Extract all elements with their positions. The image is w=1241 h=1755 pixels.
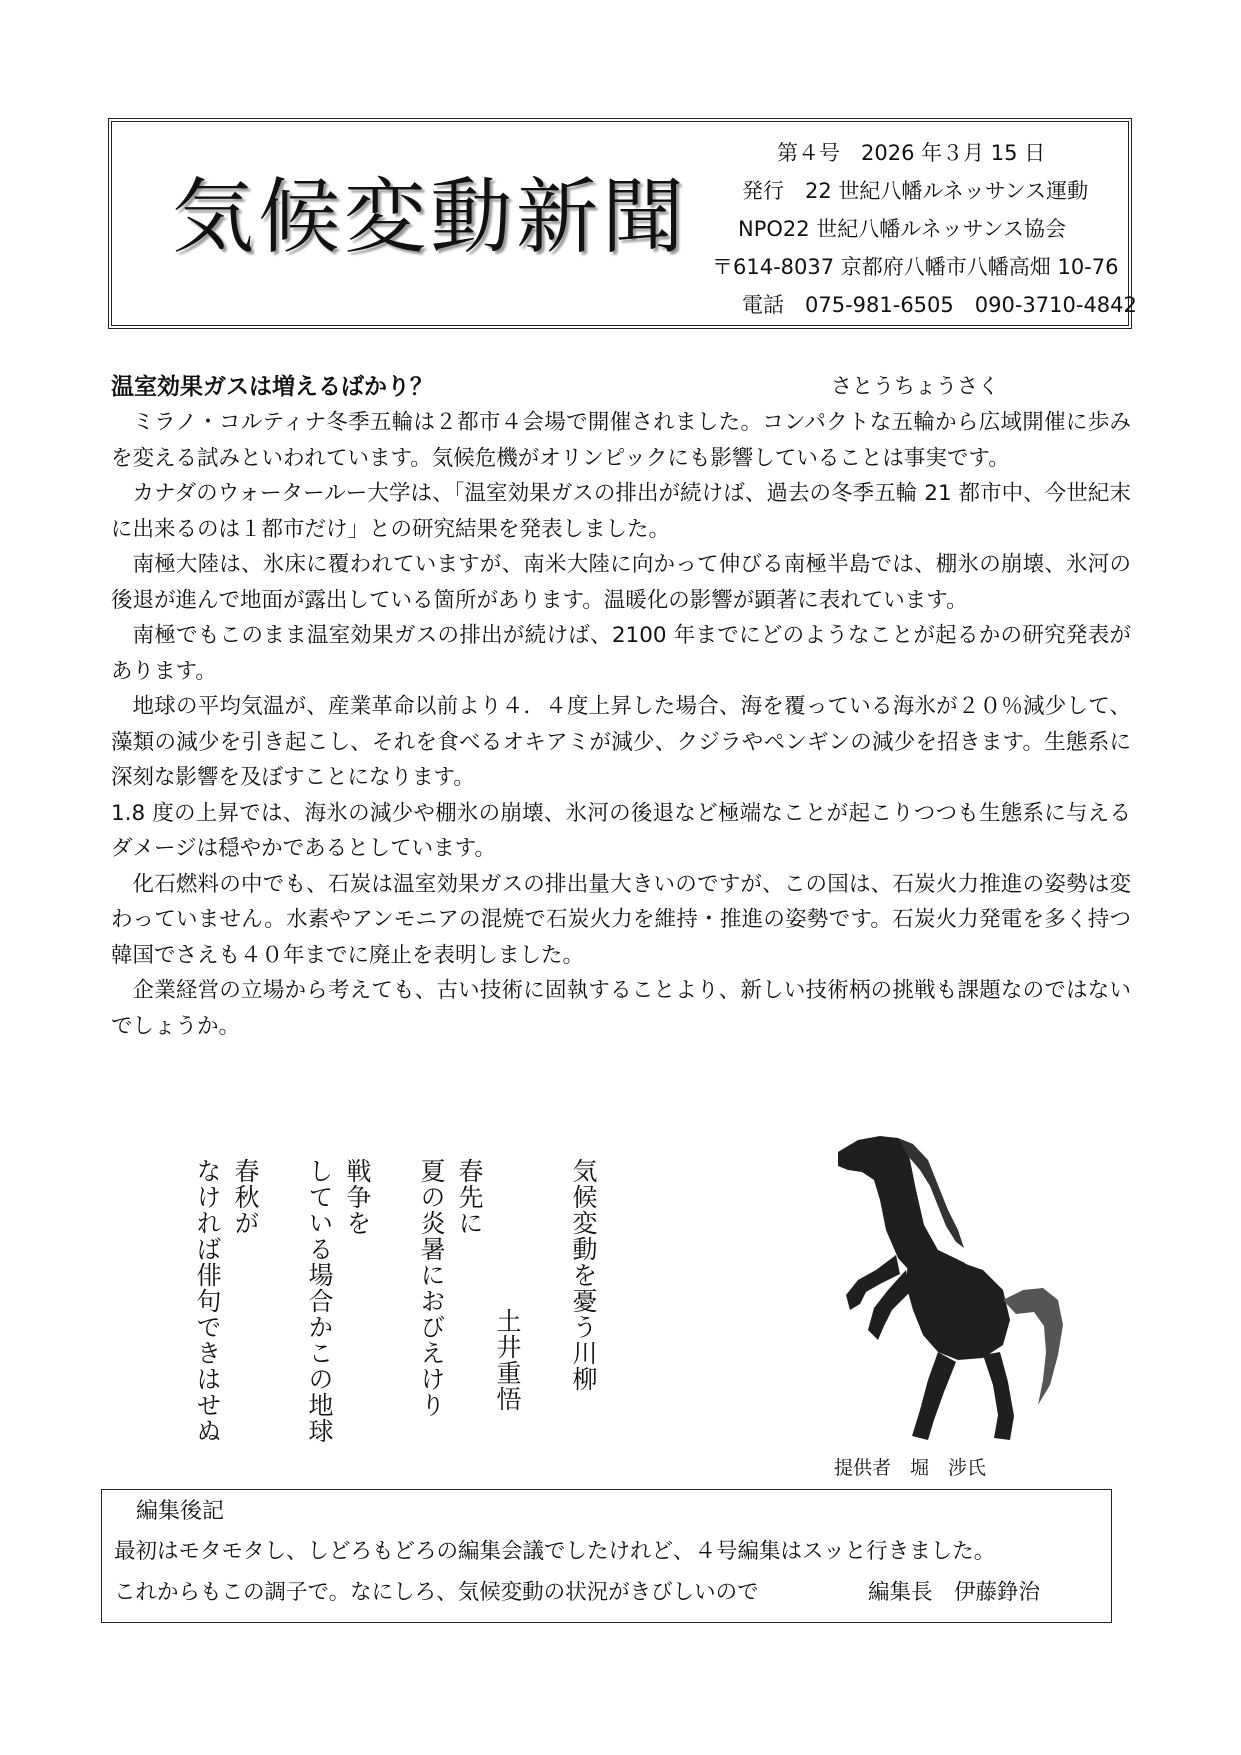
article-paragraph: 南極でもこのまま温室効果ガスの排出が続けば、2100 年までにどのようなことが起るかの研究発表があります。 bbox=[111, 623, 1131, 684]
masthead-info bbox=[712, 134, 1137, 324]
article-paragraph: 地球の平均気温が、産業革命以前より４．４度上昇した場合、海を覆っている海氷が２０％減少して、藻類の減少を引き起こし、それを食べるオキアミが減少、クジラやペンギンの減少を招きます。生態系に深刻な影響を及ぼすことになります。 bbox=[111, 694, 1131, 790]
image-credit: 提供者 堀 涉氏 bbox=[834, 1457, 987, 1479]
phone: 電話 075-981-6505 090-3710-4842 bbox=[742, 293, 1137, 317]
newspaper-title: 気候変動新聞 bbox=[172, 170, 689, 265]
article-paragraph: 企業経営の立場から考えても、古い技術に固執することより、新しい技術柄の挑戦も課題なのではないでしょうか。 bbox=[111, 978, 1131, 1039]
address: 〒614-8037 京都府八幡市八幡高畑 10-76 bbox=[712, 255, 1119, 279]
article-paragraph: 化石燃料の中でも、石炭は温室効果ガスの排出量大きいのですが、この国は、石炭火力推進の姿勢は変わっていません。水素やアンモニアの混焼で石炭火力を維持・推進の姿勢です。石炭火力発電を多く持つ韓国でさえも４０年までに廃止を表明しました。 bbox=[111, 871, 1131, 968]
masthead bbox=[111, 121, 1137, 326]
senryu-line: 戦争を bbox=[343, 1158, 372, 1236]
senryu-author: 土井重悟 bbox=[493, 1308, 522, 1412]
article-title: 温室効果ガスは増えるばかり？ bbox=[111, 374, 433, 400]
afterword-text: これからもこの調子で。なにしろ、気候変動の状況がきびしいので bbox=[114, 1580, 759, 1605]
article-paragraph: ミラノ・コルティナ冬季五輪は２都市４会場で開催されました。コンパクトな五輪から広域開催に歩みを変える試みといわれています。気候危機がオリンピックにも影響していることは事実です。 bbox=[111, 410, 1131, 471]
article-paragraph: カナダのウォータールー大学は、「温室効果ガスの排出が続けば、過去の冬季五輪 21 都市中、今世紀末に出来るのは１都市だけ」との研究結果を発表しました。 bbox=[111, 481, 1131, 542]
article-paragraph: 南極大陸は、氷床に覆われていますが、南米大陸に向かって伸びる南極半島では、棚氷の崩壊、氷河の後退が進んで地面が露出している箇所があります。温暖化の影響が顕著に表れています。 bbox=[111, 552, 1131, 613]
senryu-line: 春秋が bbox=[231, 1158, 260, 1236]
issue-date: 第４号 2026 年３月 15 日 bbox=[777, 141, 1046, 165]
senryu-line: なければ俳句できはせぬ bbox=[193, 1158, 222, 1444]
article-body bbox=[111, 405, 1131, 1044]
organization: NPO22 世紀八幡ルネッサンス協会 bbox=[738, 217, 1066, 241]
article-paragraph: 1.8 度の上昇では、海氷の減少や棚氷の崩壊、氷河の後退など極端なことが起こりつつも生態系に与えるダメージは穏やかであるとしています。 bbox=[111, 800, 1131, 861]
senryu-line: 春先に bbox=[455, 1158, 484, 1236]
afterword-text: 最初はモタモタし、しどろもどろの編集会議でしたけれど、４号編集はスッと行きました。 bbox=[114, 1539, 996, 1564]
publisher: 発行 22 世紀八幡ルネッサンス運動 bbox=[742, 179, 1089, 203]
afterword-editor: 編集長 伊藤錚治 bbox=[868, 1580, 1041, 1605]
senryu-line: 夏の炎暑におびえけり bbox=[417, 1158, 446, 1418]
afterword-title: 編集後記 bbox=[136, 1499, 225, 1524]
senryu-title: 気候変動を憂う川柳 bbox=[569, 1158, 598, 1392]
rearing-horse-illustration bbox=[788, 1130, 1078, 1450]
afterword-box bbox=[101, 1489, 1112, 1623]
article-author: さとうちょうさく bbox=[831, 374, 999, 398]
senryu-line: している場合かこの地球 bbox=[305, 1158, 334, 1444]
main-article bbox=[111, 368, 1131, 1044]
